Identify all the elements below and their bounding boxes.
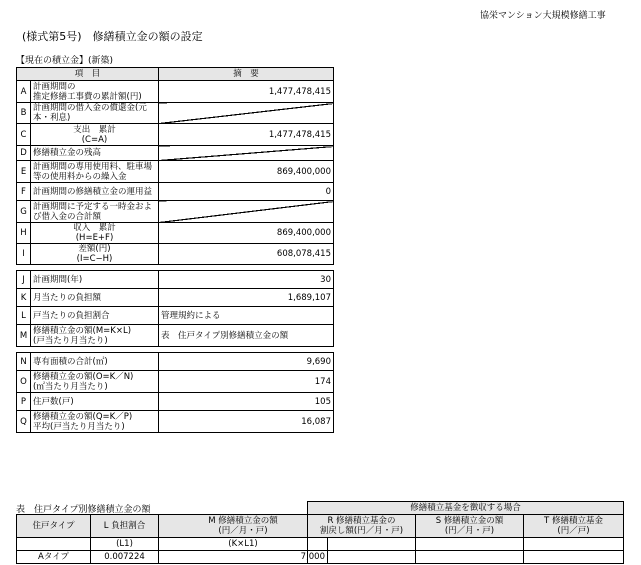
- row-value: 表 住戸タイプ別修繕積立金の額: [159, 325, 334, 347]
- header-item: 項 目: [17, 68, 159, 81]
- row-value: 9,690: [159, 353, 334, 371]
- subheading: 【現在の積立金】(新築): [16, 56, 114, 66]
- row-label: 計画期間の修繕積立金の運用益: [31, 183, 159, 201]
- col-r: R 修繕積立基金の 割戻し額(円／月・戸): [308, 515, 416, 538]
- row-value: 869,400,000: [159, 223, 334, 244]
- calc-row-e: [17, 161, 334, 183]
- calc-row-n: [17, 353, 334, 371]
- row-letter: P: [17, 393, 31, 411]
- calc-row-f: [17, 183, 334, 201]
- sub-l: (L1): [91, 538, 159, 551]
- row-letter: D: [17, 146, 31, 161]
- row-label: 専有面積の合計(㎡): [31, 353, 159, 371]
- calc-row-a: [17, 81, 334, 103]
- fund-table: [307, 501, 624, 564]
- calc-row-h: [17, 223, 334, 244]
- row-value: 869,400,000: [159, 161, 334, 183]
- row-label: 住戸数(戸): [31, 393, 159, 411]
- row-letter: E: [17, 161, 31, 183]
- type-sub-row: [17, 538, 328, 551]
- row-label: 計画期間の借入金の償還金(元本・利息): [31, 103, 159, 124]
- row-letter: M: [17, 325, 31, 347]
- row-value: 105: [159, 393, 334, 411]
- row-letter: F: [17, 183, 31, 201]
- type-table: [16, 514, 328, 564]
- fund-title-row: [308, 502, 624, 515]
- row-letter: K: [17, 289, 31, 307]
- row-letter: I: [17, 244, 31, 265]
- row-letter: G: [17, 201, 31, 223]
- fund-empty-row: [308, 551, 624, 564]
- calc-row-m: [17, 325, 334, 347]
- fund-empty-row: [308, 538, 624, 551]
- row-value: 0: [159, 183, 334, 201]
- col-type: 住戸タイプ: [17, 515, 91, 538]
- row-value: [159, 201, 334, 223]
- calc-row-l: [17, 307, 334, 325]
- row-letter: A: [17, 81, 31, 103]
- calc-row-o: [17, 371, 334, 393]
- calc-row-j: [17, 271, 334, 289]
- row-letter: J: [17, 271, 31, 289]
- row-label: 月当たりの負担額: [31, 289, 159, 307]
- calc-row-k: [17, 289, 334, 307]
- row-letter: O: [17, 371, 31, 393]
- row-value: 1,689,107: [159, 289, 334, 307]
- calc-row-d: [17, 146, 334, 161]
- col-t: T 修繕積立基金 (円／戸): [524, 515, 624, 538]
- row-label: 差額(円) (I=C−H): [31, 244, 159, 265]
- row-label: 支出 累計 (C=A): [31, 124, 159, 146]
- fund-t-cell: [524, 538, 624, 551]
- calc-table: [16, 67, 334, 433]
- type-name: Aタイプ: [17, 551, 91, 564]
- calc-header-row: [17, 68, 334, 81]
- header-summary: 摘 要: [159, 68, 334, 81]
- row-value: 管理規約による: [159, 307, 334, 325]
- calc-row-q: [17, 411, 334, 433]
- sub-m: (K×L1): [159, 538, 328, 551]
- row-letter: L: [17, 307, 31, 325]
- row-value: 174: [159, 371, 334, 393]
- row-letter: B: [17, 103, 31, 124]
- fund-header-row: [308, 515, 624, 538]
- row-value: [159, 146, 334, 161]
- calc-row-p: [17, 393, 334, 411]
- row-label: 計画期間(年): [31, 271, 159, 289]
- row-letter: Q: [17, 411, 31, 433]
- fund-r-cell: [308, 551, 416, 564]
- row-label: 修繕積立金の残高: [31, 146, 159, 161]
- row-label: 修繕積立金の額(Q=K／P) 平均(戸当たり月当たり): [31, 411, 159, 433]
- row-label: 修繕積立金の額(M=K×L) (戸当たり月当たり): [31, 325, 159, 347]
- calc-row-i: [17, 244, 334, 265]
- calc-row-c: [17, 124, 334, 146]
- company-name: 協栄マンション大規模修繕工事: [480, 11, 606, 21]
- section2-title: 表 住戸タイプ別修繕積立金の額: [16, 505, 151, 515]
- type-l: 0.007224: [91, 551, 159, 564]
- col-m: M 修繕積立金の額 (円／月・戸): [159, 515, 328, 538]
- calc-row-b: [17, 103, 334, 124]
- fund-s-cell: [416, 538, 524, 551]
- row-value: 1,477,478,415: [159, 124, 334, 146]
- row-value: 30: [159, 271, 334, 289]
- row-label: 収入 累計 (H=E+F): [31, 223, 159, 244]
- row-label: 修繕積立金の額(O=K／N) (㎡当たり月当たり): [31, 371, 159, 393]
- type-row-a: [17, 551, 328, 564]
- type-m: 7,000: [159, 551, 328, 564]
- row-letter: N: [17, 353, 31, 371]
- row-value: 1,477,478,415: [159, 81, 334, 103]
- sub-type: [17, 538, 91, 551]
- fund-s-cell: [416, 551, 524, 564]
- fund-title: 修繕積立基金を徴収する場合: [308, 502, 624, 515]
- row-value: 16,087: [159, 411, 334, 433]
- row-label: 計画期間の 推定修繕工事費の累計額(円): [31, 81, 159, 103]
- fund-r-cell: [308, 538, 416, 551]
- row-value: 608,078,415: [159, 244, 334, 265]
- col-s: S 修繕積立金の額 (円／月・戸): [416, 515, 524, 538]
- row-letter: H: [17, 223, 31, 244]
- row-label: 計画期間に予定する一時金および借入金の合計額: [31, 201, 159, 223]
- fund-t-cell: [524, 551, 624, 564]
- col-l: L 負担割合: [91, 515, 159, 538]
- row-label: 計画期間の専用使用料、駐車場等の使用料からの繰入金: [31, 161, 159, 183]
- row-value: [159, 103, 334, 124]
- row-letter: C: [17, 124, 31, 146]
- row-label: 戸当たりの負担割合: [31, 307, 159, 325]
- page-title: (様式第5号) 修繕積立金の額の設定: [22, 30, 203, 43]
- calc-row-g: [17, 201, 334, 223]
